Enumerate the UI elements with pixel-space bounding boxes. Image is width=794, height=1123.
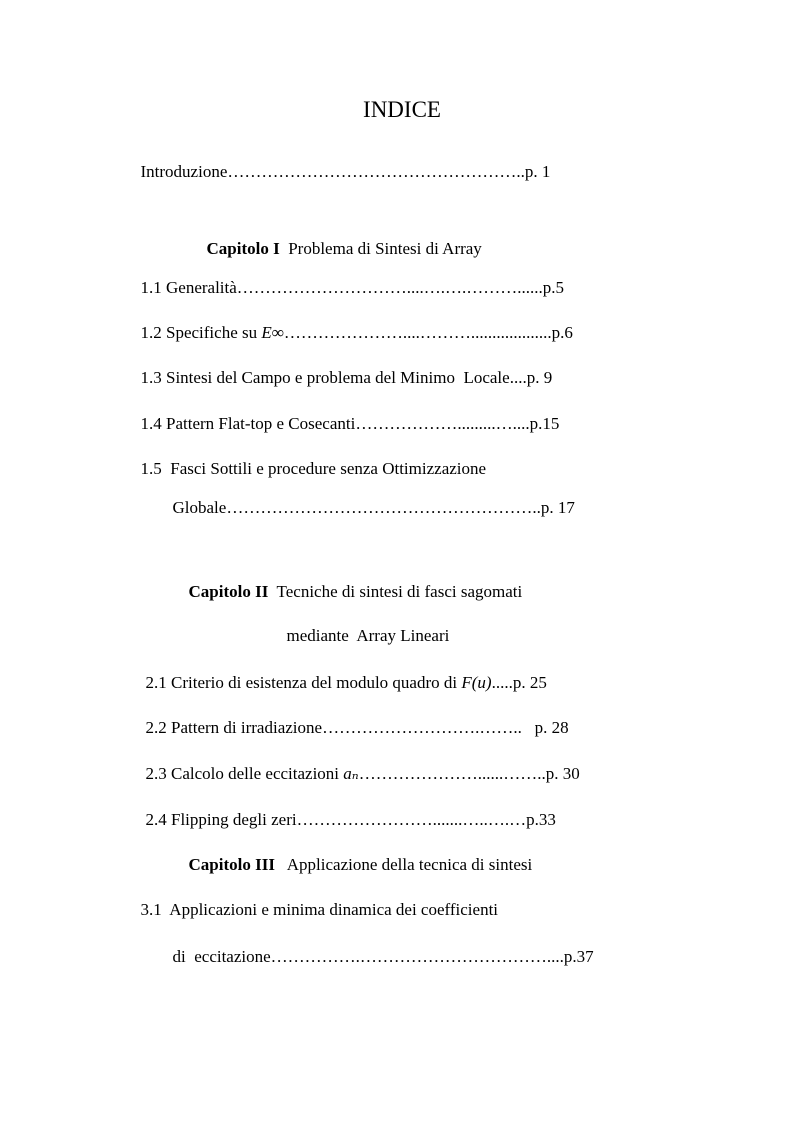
- toc-entry-page: p. 17: [540, 498, 575, 517]
- chapter-3-heading: [180, 835, 532, 875]
- math-symbol: aₙ: [343, 764, 359, 783]
- toc-entry-1-2[interactable]: [132, 303, 573, 343]
- math-symbol: F(u): [461, 673, 492, 692]
- chapter-2-title-continued: mediante Array Lineari: [286, 626, 450, 645]
- chapter-1-heading: [198, 219, 482, 259]
- dot-leader: ……………….........…....: [355, 414, 530, 433]
- toc-entry-label: 2.4 Flipping degli zeri: [145, 810, 297, 829]
- dot-leader: …………………….......…..….…: [296, 810, 527, 829]
- toc-entry-label: 2.3 Calcolo delle eccitazioni: [145, 764, 344, 783]
- toc-entry-3-1[interactable]: [132, 880, 498, 920]
- dot-leader: ....: [509, 368, 527, 387]
- chapter-1-label: Capitolo I: [206, 239, 280, 258]
- toc-entry-page: p. 30: [545, 764, 580, 783]
- toc-entry-2-4[interactable]: [137, 790, 556, 830]
- toc-entry-label: 1.4 Pattern Flat-top e Cosecanti: [140, 414, 356, 433]
- chapter-2-heading: [180, 562, 522, 602]
- dot-leader: .....: [491, 673, 513, 692]
- toc-entry-label: 1.2 Specifiche su: [140, 323, 262, 342]
- dot-leader: ……………………………………………..: [227, 162, 525, 181]
- toc-entry-page: p. 9: [526, 368, 553, 387]
- page-title: INDICE: [363, 97, 441, 122]
- toc-entry-page: p.5: [542, 278, 565, 297]
- toc-entry-label: 1.3 Sintesi del Campo e problema del Minimo Locale: [140, 368, 510, 387]
- toc-entry-label: 3.1 Applicazioni e minima dinamica dei coefficienti: [140, 900, 499, 919]
- toc-entry-1-1[interactable]: [132, 258, 564, 298]
- dot-leader: …………………......……..: [358, 764, 546, 783]
- toc-entry-2-3[interactable]: [137, 744, 580, 784]
- dot-leader: …………………....………...................: [283, 323, 552, 342]
- toc-entry-label: Globale: [172, 498, 227, 517]
- toc-entry-1-4[interactable]: [132, 394, 559, 434]
- chapter-2-label: Capitolo II: [188, 582, 269, 601]
- toc-entry-page: p. 28: [534, 718, 569, 737]
- toc-entry-label: 1.1 Generalità: [140, 278, 237, 297]
- dot-leader: ……………………….……..: [322, 718, 535, 737]
- math-symbol: E∞: [261, 323, 284, 342]
- toc-entry-3-1-continuation[interactable]: [164, 927, 594, 967]
- toc-entry-page: p.15: [529, 414, 560, 433]
- toc-entry-label: 1.5 Fasci Sottili e procedure senza Ottimizzazione: [140, 459, 487, 478]
- toc-entry-label: 2.2 Pattern di irradiazione: [145, 718, 323, 737]
- toc-entry-1-5[interactable]: [132, 439, 486, 479]
- toc-entry-introduzione[interactable]: [132, 142, 550, 182]
- chapter-3-title: Applicazione della tecnica di sintesi: [286, 855, 533, 874]
- dot-leader: ………………………………………………..: [226, 498, 541, 517]
- toc-entry-1-3[interactable]: [132, 348, 552, 388]
- toc-entry-2-2[interactable]: [137, 698, 569, 738]
- toc-entry-page: p. 1: [524, 162, 551, 181]
- toc-entry-page: p.6: [551, 323, 573, 342]
- toc-entry-2-1[interactable]: [137, 653, 547, 693]
- toc-entry-label: di eccitazione: [172, 947, 271, 966]
- toc-entry-label: 2.1 Criterio di esistenza del modulo quadro di: [145, 673, 462, 692]
- dot-leader: …………………………....….….………......: [236, 278, 543, 297]
- chapter-2-title: Tecniche di sintesi di fasci sagomati: [276, 582, 523, 601]
- toc-entry-page: p.37: [563, 947, 594, 966]
- dot-leader: …………….……………………………....: [270, 947, 564, 966]
- toc-entry-1-5-continuation[interactable]: [164, 478, 575, 518]
- toc-entry-label: Introduzione: [140, 162, 228, 181]
- chapter-3-label: Capitolo III: [188, 855, 275, 874]
- chapter-2-heading-line2: [278, 606, 449, 646]
- toc-entry-page: p. 25: [512, 673, 547, 692]
- toc-entry-page: p.33: [526, 810, 556, 829]
- chapter-1-title: Problema di Sintesi di Array: [288, 239, 482, 258]
